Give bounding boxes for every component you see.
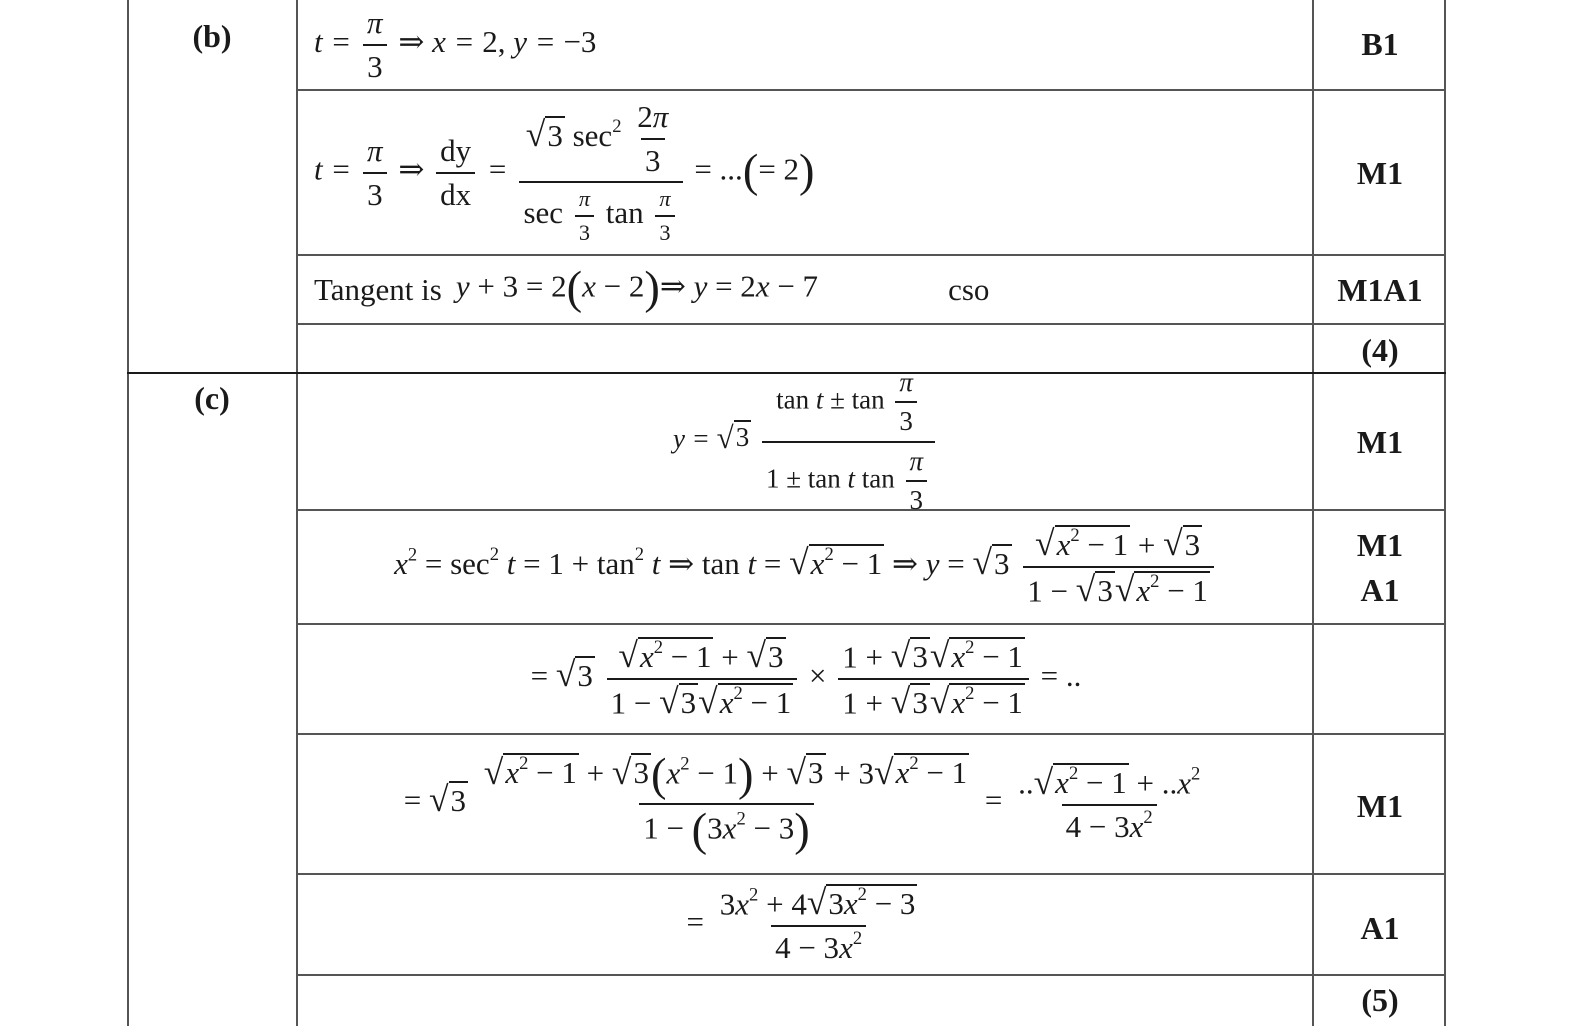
mark-c2 [1315, 527, 1445, 609]
part-label-b: (b) [192, 18, 232, 54]
row-divider [296, 323, 1446, 325]
mark-b-total: (4) [1361, 332, 1399, 368]
mark-c5: A1 [1360, 910, 1400, 946]
equation-c2: $x^2 = \sec^2 t = 1 + \tan^2 t$ ⇒ tan t = √ $x^2 - 1$ ⇒ y = √ 3 √ $x^2 - 1$ + √ 3 1 − √ 3 √ $x^2 - 1$ [300, 511, 1312, 623]
mark-c1: M1 [1356, 424, 1404, 460]
mark-b2: M1 [1356, 155, 1404, 191]
tangent-label: Tangent is [314, 271, 442, 307]
row-divider [296, 974, 1446, 976]
equation-c4: = √ 3 √ $x^2 - 1$ + √ 3 $(x^2 - 1)$ + √ 3 + 3 √ $x^2 - 1$ $1 - (3x^2 - 3)$ = .. √ $x^2 - 1$ + $..x^2$ $4 - 3x^2$ [403, 750, 1201, 857]
mark-c2-line1: M1 [1356, 527, 1404, 563]
equation-c5: = $3x^2 + 4$ √ $3x^2 - 3$ $4 - 3x^2$ [686, 882, 916, 965]
equation-b1: t = $\frac{\pi}{3}$ ⇒ x = 2, y = −3 [314, 4, 597, 84]
equation-b2: t = $\frac{\pi}{3}$ ⇒ $\frac{dy}{dx}$ = √ 3 $\sec^2$ $\frac{2\pi}{3}$ sec $\frac{\pi}{3}$ tan $\frac{\pi}{3}$ = ...(= 2) [314, 99, 815, 246]
mark-c-total: (5) [1361, 982, 1399, 1018]
part-label-c: (c) [194, 380, 230, 416]
mark-b1: B1 [1361, 26, 1399, 62]
equation-b3: Tangent is y + 3 = 2(x − 2)⇒ y = 2x − 7 cso [314, 263, 990, 315]
mark-c2-line2: A1 [1360, 572, 1400, 608]
cso-note: cso [948, 271, 990, 307]
left-border [127, 0, 129, 1026]
mark-b3: M1A1 [1337, 272, 1423, 308]
equation-c3: = √ 3 √ $x^2 - 1$ + √ 3 1 − √ 3 √ $x^2 - 1$ × 1 + √ 3 √ $x^2 - 1$ 1 + √ 3 √ $x^2 - 1$ = .. [530, 635, 1082, 722]
equation-c1: y = √ 3 tan t ± tan $\frac{\pi}{3}$ 1 ± tan t tan $\frac{\pi}{3}$ [300, 374, 1312, 509]
mark-c4: M1 [1356, 788, 1404, 824]
